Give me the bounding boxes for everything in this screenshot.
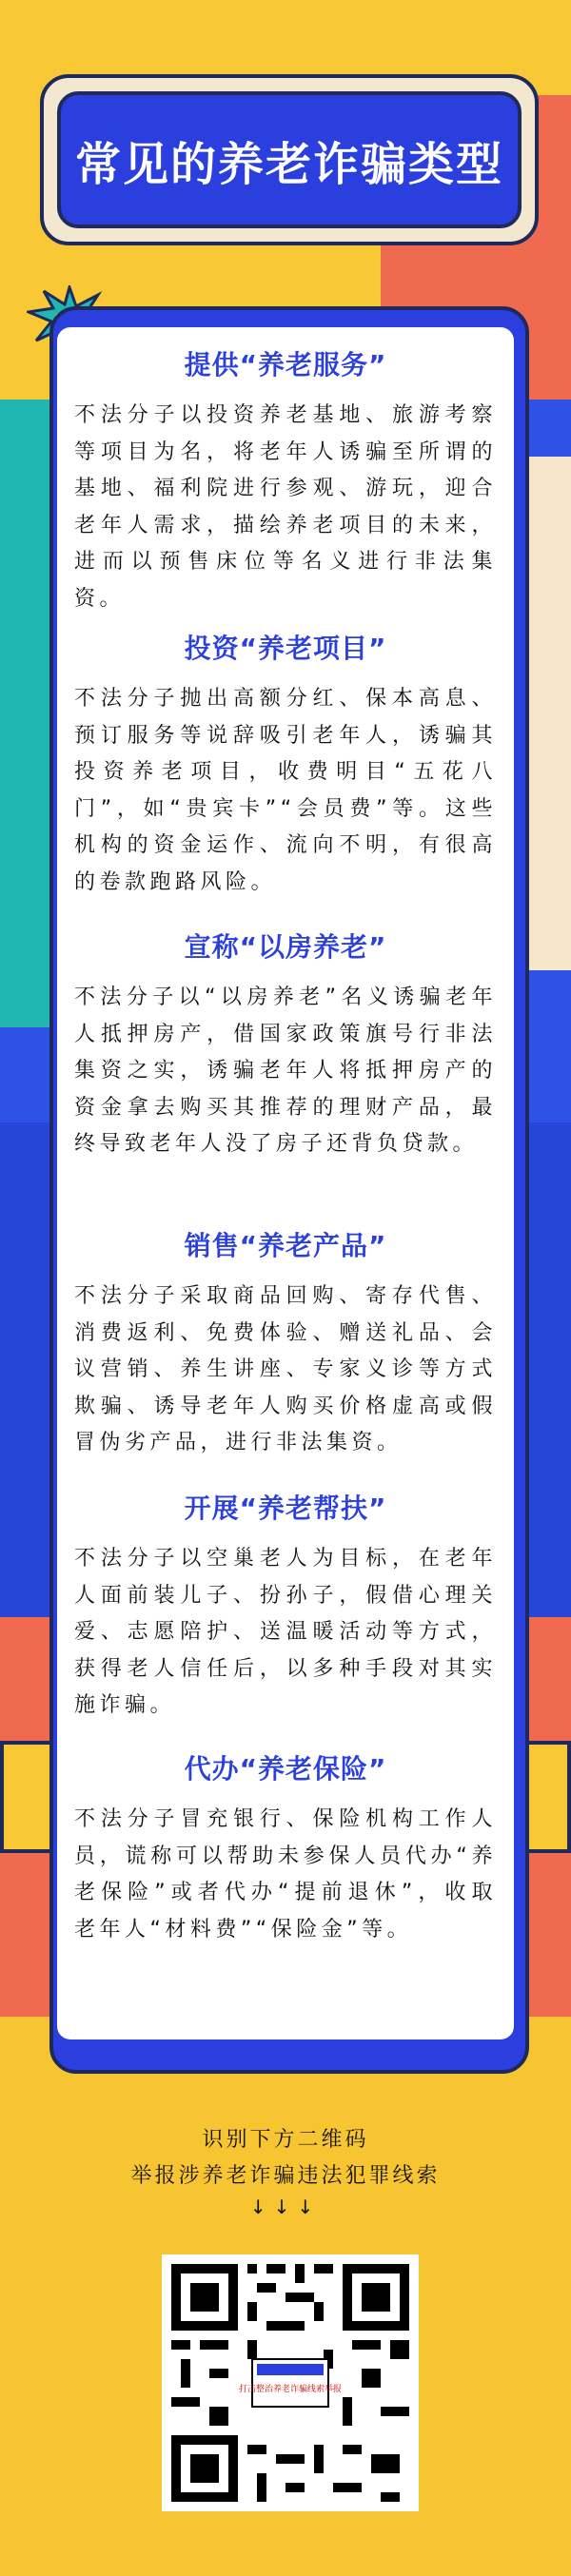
section-house [57, 928, 514, 1163]
section-body: 不法分子抛出高额分红、保本高息、预订服务等说辞吸引老年人，诱骗其投资养老项目，收费明目“五花八门”，如“贵宾卡”“会员费”等。这些机构的资金运作、流向不明，有很高的卷款跑路风险。 [74, 687, 497, 894]
footer-line-1: 识别下方二维码 [202, 2128, 369, 2152]
page-title: 常见的养老诈骗类型 [74, 137, 503, 191]
section-body: 不法分子以“以房养老”名义诱骗老年人抵押房产，借国家政策旗号行非法集资之实，诱骗老年人将抵押房产的资金拿去购买其推荐的理财产品，最终导致老年人没了房子还背负贷款。 [74, 986, 497, 1156]
footer-line-2: 举报涉养老诈骗违法犯罪线索 [130, 2164, 441, 2188]
title-box [57, 91, 522, 228]
section-project [57, 630, 514, 901]
section-title: 投资“养老项目” [184, 633, 387, 664]
section-body: 不法分子以空巢老人为目标，在老年人面前装儿子、扮孙子，假借心理关爱、志愿陪护、送温暖活动等方式，获得老人信任后，以多种手段对其实施诈骗。 [74, 1547, 497, 1717]
section-title: 提供“养老服务” [184, 349, 387, 381]
qr-code[interactable] [162, 2254, 419, 2511]
content-card [57, 327, 514, 2039]
section-help [57, 1490, 514, 1725]
section-body: 不法分子以投资养老基地、旅游考察等项目为名，将老年人诱骗至所谓的基地、福利院进行参观、游玩，迎合老年人需求，描绘养老项目的未来，进而以预售床位等名义进行非法集资。 [74, 403, 497, 611]
background-teal-stripe [0, 400, 57, 1027]
section-title: 销售“养老产品” [184, 1230, 387, 1261]
section-body: 不法分子采取商品回购、寄存代售、消费返利、免费体验、赠送礼品、会议营销、养生讲座、专家义诊等方式欺骗、诱导老年人购买价格虚高或假冒伪劣产品，进行非法集资。 [74, 1284, 497, 1454]
section-title: 宣称“以房养老” [184, 931, 387, 963]
footer-arrows: ↓↓↓ [249, 2195, 322, 2218]
section-title: 代办“养老保险” [184, 1753, 387, 1785]
section-title: 开展“养老帮扶” [184, 1493, 387, 1524]
title-banner [40, 74, 539, 245]
qr-caption [239, 2383, 342, 2394]
section-insurance [57, 1750, 514, 1948]
section-product [57, 1227, 514, 1462]
section-body: 不法分子冒充银行、保险机构工作人员，谎称可以帮助未参保人员代办“养老保险”或者代办“提前退休”，收取老年人“材料费”“保险金”等。 [74, 1807, 497, 1942]
section-service [57, 346, 514, 617]
